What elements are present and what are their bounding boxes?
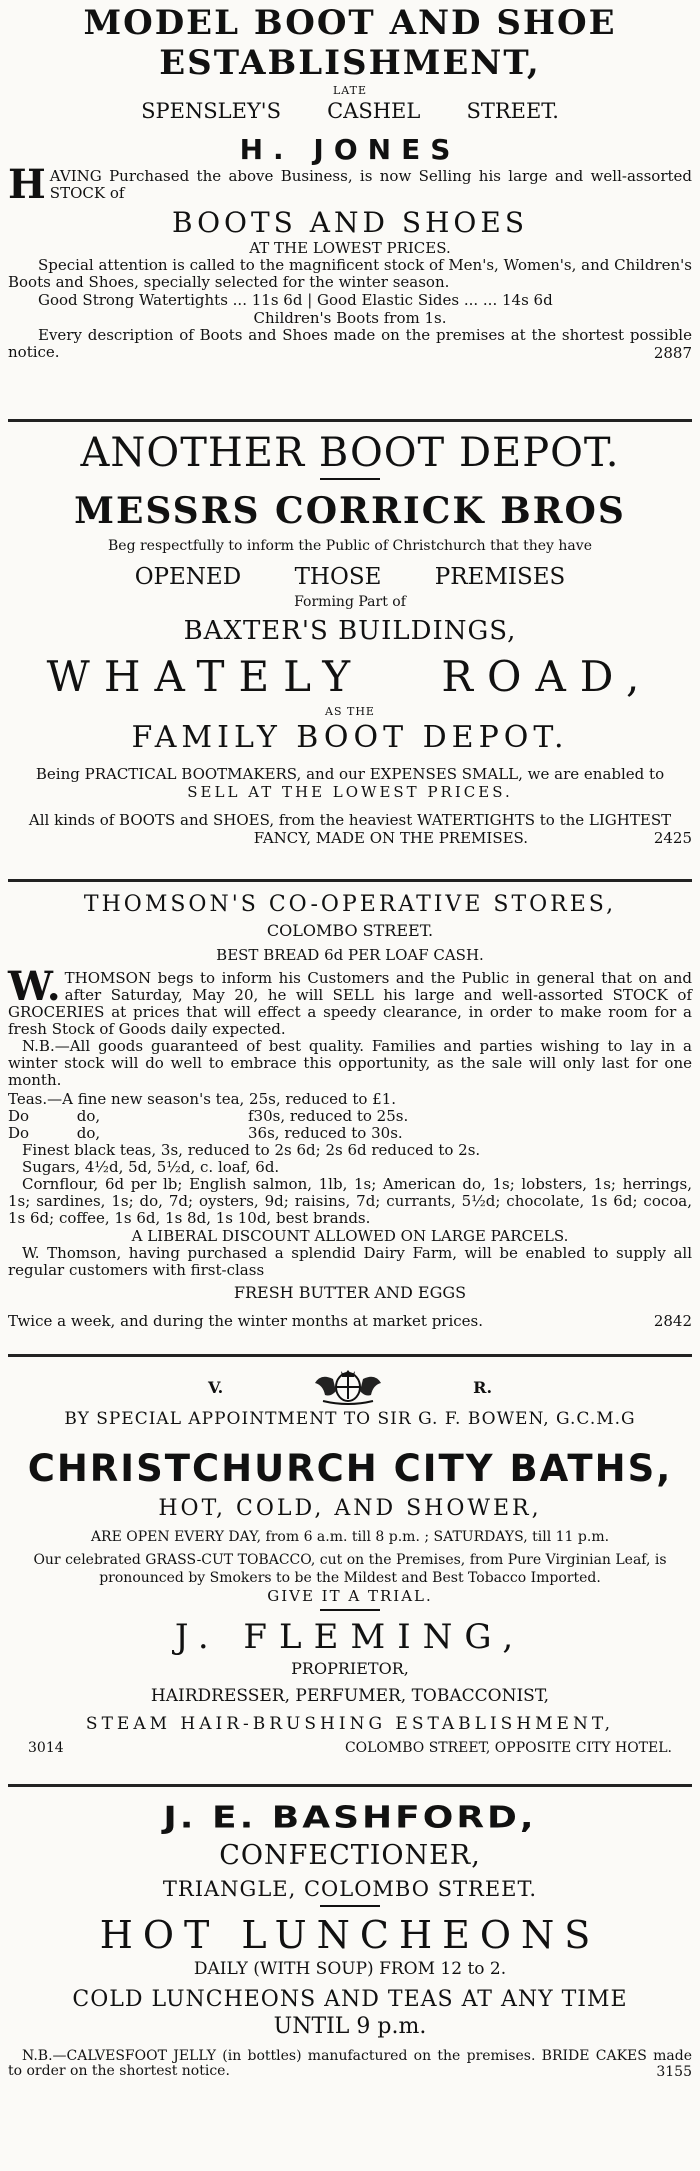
- price-line: Good Strong Watertights ... 11s 6d | Good Elastic Sides ... ... 14s 6d: [38, 291, 553, 309]
- tea-table: [8, 1091, 692, 1142]
- hot-luncheons: HOT LUNCHEONS: [99, 1913, 601, 1957]
- tea-row-label: Do do,: [8, 1107, 101, 1125]
- baxter-line: BAXTER'S BUILDINGS,: [183, 616, 517, 646]
- title-line2: ESTABLISHMENT,: [159, 43, 541, 83]
- fancy-line: FANCY, MADE ON THE PREMISES.: [253, 829, 529, 847]
- ad-corrick: [8, 422, 692, 882]
- every-para: Every description of Boots and Shoes made on the premises at the shortest possible notice.: [8, 326, 692, 361]
- ad-number: 3155: [656, 2064, 692, 2080]
- black-line: Finest black teas, 3s, reduced to 2s 6d; 2s 6d reduced to 2s.: [22, 1141, 481, 1159]
- spensley-word-2: CASHEL: [327, 99, 421, 123]
- ad-model-boot: [8, 0, 692, 422]
- another-title: ANOTHER BOOT DEPOT.: [80, 430, 620, 476]
- address-line: COLOMBO STREET, OPPOSITE CITY HOTEL.: [344, 1740, 672, 1756]
- divider: [320, 1609, 380, 1611]
- triangle-line: TRIANGLE, COLOMBO STREET.: [162, 1877, 538, 1901]
- tobacco-para: Our celebrated GRASS-CUT TOBACCO, cut on the Premises, from Pure Virginian Leaf, is pronounced by Smokers to be the Mildest and Best Tobacco Imported.: [33, 1552, 667, 1586]
- royal-crest: [8, 1369, 692, 1405]
- thomson-title: THOMSON'S CO-OPERATIVE STORES,: [83, 892, 617, 917]
- steam-line: STEAM HAIR-BRUSHING ESTABLISHMENT,: [85, 1714, 615, 1734]
- cold-line: COLD LUNCHEONS AND TEAS AT ANY TIME: [72, 1987, 628, 2012]
- sell-line: SELL AT THE LOWEST PRICES.: [187, 783, 513, 801]
- bashford-title: J. E. BASHFORD,: [163, 1800, 537, 1835]
- boots-heading: BOOTS AND SHOES: [171, 206, 528, 239]
- spensley-word-1: SPENSLEY'S: [141, 99, 281, 123]
- nb-para: N.B.—CALVESFOOT JELLY (in bottles) manufactured on the premises. BRIDE CAKES made to order on the shortest notice.: [8, 2048, 692, 2079]
- daily-line: DAILY (WITH SOUP) FROM 12 to 2.: [193, 1959, 507, 1979]
- proprietor-line: PROPRIETOR,: [291, 1659, 409, 1678]
- twice-line: Twice a week, and during the winter months at market prices.: [8, 1312, 484, 1330]
- intro-para: [8, 161, 692, 208]
- corrick-name: MESSRS CORRICK BROS: [74, 490, 626, 532]
- until-line: UNTIL 9 p.m.: [273, 2014, 427, 2039]
- title-line1: MODEL BOOT AND SHOE: [83, 3, 617, 43]
- intro-text: THOMSON begs to inform his Customers and the Public in general that on and after Saturday, May 20, he will SELL his large and well-assorted STOCK of GROCERIES at prices that will effect a speedy clearance, in order to make room for a fresh Stock of Goods daily expected.: [8, 969, 692, 1038]
- opened-word-1: OPENED: [134, 564, 242, 590]
- ad-number: 2887: [653, 344, 692, 362]
- spensley-line: [8, 99, 692, 123]
- tea-row: [8, 1108, 692, 1125]
- opened-word-2: THOSE: [294, 564, 382, 590]
- thomson-street: COLOMBO STREET.: [266, 921, 434, 940]
- ad-number: 2842: [653, 1312, 692, 1330]
- baths-title: CHRISTCHURCH CITY BATHS,: [27, 1447, 673, 1490]
- divider: [320, 478, 380, 480]
- royal-arms-icon: [303, 1369, 393, 1405]
- tea-row-value: 36s, reduced to 30s.: [248, 1124, 403, 1142]
- hot-cold-line: HOT, COLD, AND SHOWER,: [158, 1496, 542, 1521]
- fancy-row: [8, 829, 692, 847]
- sugars-line: Sugars, 4½d, 5d, 5½d, c. loaf, 6d.: [22, 1158, 280, 1176]
- thomson-intro: [8, 963, 692, 1038]
- allkinds-line: All kinds of BOOTS and SHOES, from the heaviest WATERTIGHTS to the LIGHTEST: [28, 811, 672, 829]
- intro-text: AVING Purchased the above Business, is now Selling his large and well-assorted STOCK of: [49, 167, 692, 202]
- tea-row: [8, 1091, 692, 1108]
- forming-line: Forming Part of: [294, 594, 406, 610]
- ad-number: 2425: [653, 829, 692, 847]
- late-label: LATE: [332, 84, 367, 97]
- opened-word-3: PREMISES: [434, 564, 566, 590]
- opened-line: [8, 564, 692, 590]
- spensley-word-3: STREET.: [466, 99, 559, 123]
- confectioner-line: CONFECTIONER,: [219, 1840, 481, 1871]
- beg-line: Beg respectfully to inform the Public of Christchurch that they have: [108, 538, 592, 554]
- address-row: [8, 1740, 692, 1756]
- whately-word-2: ROAD,: [441, 652, 654, 701]
- divider: [320, 1905, 380, 1907]
- tea-row-label: Teas.—A fine new season's tea, 25s, reduced to £1.: [8, 1090, 397, 1108]
- asthe-label: AS THE: [325, 705, 375, 718]
- liberal-line: A LIBERAL DISCOUNT ALLOWED ON LARGE PARCELS.: [131, 1227, 569, 1245]
- ad-number: 3014: [28, 1740, 64, 1756]
- being-line: Being PRACTICAL BOOTMAKERS, and our EXPENSES SMALL, we are enabled to: [35, 765, 665, 783]
- give-line: GIVE IT A TRIAL.: [267, 1587, 433, 1605]
- dairy-para: W. Thomson, having purchased a splendid Dairy Farm, will be enabled to supply all regular customers with first-class: [8, 1244, 692, 1279]
- open-line: ARE OPEN EVERY DAY, from 6 a.m. till 8 p.m. ; SATURDAYS, till 11 p.m.: [90, 1529, 610, 1545]
- butter-line: FRESH BUTTER AND EGGS: [233, 1283, 467, 1302]
- v-letter: V.: [207, 1377, 224, 1397]
- ad-bashford: [8, 1787, 692, 2080]
- r-letter: R.: [473, 1377, 493, 1397]
- fleming-name: J. FLEMING,: [174, 1617, 526, 1657]
- tea-row: [8, 1125, 692, 1142]
- bread-line: BEST BREAD 6d PER LOAF CASH.: [216, 946, 484, 964]
- ad-city-baths: [8, 1357, 692, 1787]
- corn-para: Cornflour, 6d per lb; English salmon, 1lb, 1s; American do, 1s; lobsters, 1s; herrings, 1s; sardines, 1s; do, 7d; oysters, 9d; raisins, 7d; currants, 5½d; chocolate, 1s 6d; cocoa, 1s 6d; coffee, 1s 6d, 1s 8d, 1s 10d, best brands.: [8, 1175, 692, 1227]
- tea-row-label: Do do,: [8, 1124, 101, 1142]
- hairdresser-line: HAIRDRESSER, PERFUMER, TOBACCONIST,: [150, 1686, 550, 1706]
- children-line: Children's Boots from 1s.: [253, 309, 447, 327]
- owner-name: H. JONES: [239, 133, 461, 166]
- tea-row-value: f30s, reduced to 25s.: [248, 1107, 409, 1125]
- whately-line: [8, 652, 692, 701]
- special-para: Special attention is called to the magnificent stock of Men's, Women's, and Children's Boots and Shoes, specially selected for the winter season.: [8, 256, 692, 291]
- special-line: BY SPECIAL APPOINTMENT TO SIR G. F. BOWEN, G.C.M.G: [64, 1409, 636, 1429]
- twice-row: [8, 1312, 692, 1330]
- family-line: FAMILY BOOT DEPOT.: [131, 720, 569, 755]
- nb-para: N.B.—All goods guaranteed of best quality. Families and parties wishing to lay in a winter stock will do well to embrace this opportunity, as the sale will only last for one month.: [8, 1037, 692, 1089]
- dropcap: W.: [8, 963, 61, 1010]
- whately-word-1: WHATELY: [46, 652, 365, 701]
- dropcap: H: [8, 161, 46, 208]
- lowest-prices: AT THE LOWEST PRICES.: [249, 239, 451, 257]
- ad-thomson: [8, 882, 692, 1357]
